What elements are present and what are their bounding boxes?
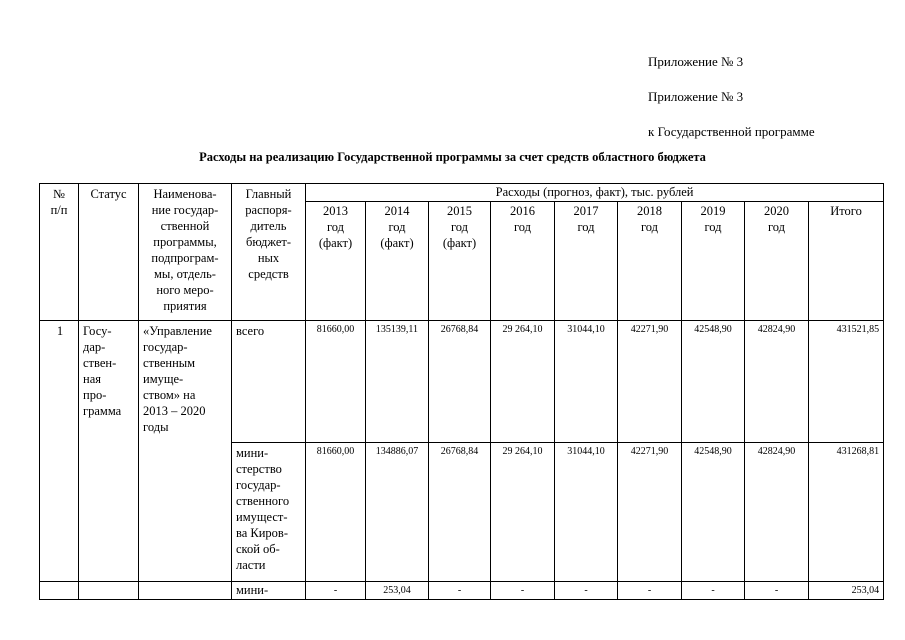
col-header-status: Статус xyxy=(79,184,139,321)
year-header-2013: 2013 год (факт) xyxy=(306,202,366,321)
value-row2-2015: - xyxy=(429,582,491,600)
row-program-name: «Управление государ- ственным имуще- ством» на 2013 – 2020 годы xyxy=(139,321,232,582)
row-manager-partial: мини- xyxy=(232,582,306,600)
col-header-name: Наименова- ние государ- ственной программы, подпрограм- мы, отдель- ного меро- приятия xyxy=(139,184,232,321)
empty-cell xyxy=(139,582,232,600)
year-header-2014: 2014 год (факт) xyxy=(366,202,429,321)
expenses-table xyxy=(39,183,884,600)
value-total-sum: 431521,85 xyxy=(809,321,884,443)
program-reference: к Государственной программе xyxy=(648,124,815,139)
value-total-2020: 42824,90 xyxy=(745,321,809,443)
row-status: Госу- дар- ствен- ная про- грамма xyxy=(79,321,139,582)
year-header-2016: 2016 год xyxy=(491,202,555,321)
year-header-2020: 2020 год xyxy=(745,202,809,321)
empty-cell xyxy=(79,582,139,600)
value-ministry-2013: 81660,00 xyxy=(306,443,366,582)
year-header-2018: 2018 год xyxy=(618,202,682,321)
value-ministry-2020: 42824,90 xyxy=(745,443,809,582)
value-ministry-sum: 431268,81 xyxy=(809,443,884,582)
col-header-number: № п/п xyxy=(40,184,79,321)
year-header-total: Итого xyxy=(809,202,884,321)
value-ministry-2015: 26768,84 xyxy=(429,443,491,582)
value-total-2018: 42271,90 xyxy=(618,321,682,443)
value-row2-2013: - xyxy=(306,582,366,600)
value-total-2013: 81660,00 xyxy=(306,321,366,443)
value-total-2019: 42548,90 xyxy=(682,321,745,443)
row-manager-total: всего xyxy=(232,321,306,443)
col-header-manager: Главный распоря- дитель бюджет- ных средств xyxy=(232,184,306,321)
appendix-label-1: Приложение № 3 xyxy=(648,54,744,69)
col-header-expenses: Расходы (прогноз, факт), тыс. рублей xyxy=(306,184,884,202)
value-row2-2018: - xyxy=(618,582,682,600)
value-row2-2017: - xyxy=(555,582,618,600)
value-ministry-2014: 134886,07 xyxy=(366,443,429,582)
value-row2-2019: - xyxy=(682,582,745,600)
value-row2-2020: - xyxy=(745,582,809,600)
value-ministry-2017: 31044,10 xyxy=(555,443,618,582)
row-manager-ministry: мини- стерство государ- ственного имущест- ва Киров- ской об- ласти xyxy=(232,443,306,582)
year-header-2019: 2019 год xyxy=(682,202,745,321)
value-total-2016: 29 264,10 xyxy=(491,321,555,443)
year-header-2015: 2015 год (факт) xyxy=(429,202,491,321)
empty-cell xyxy=(40,582,79,600)
value-ministry-2016: 29 264,10 xyxy=(491,443,555,582)
value-total-2014: 135139,11 xyxy=(366,321,429,443)
row-number: 1 xyxy=(40,321,79,582)
value-total-2015: 26768,84 xyxy=(429,321,491,443)
value-ministry-2019: 42548,90 xyxy=(682,443,745,582)
document-title: Расходы на реализацию Государственной программы за счет средств областного бюджета xyxy=(199,150,706,164)
year-header-2017: 2017 год xyxy=(555,202,618,321)
value-row2-sum: 253,04 xyxy=(809,582,884,600)
value-row2-2014: 253,04 xyxy=(366,582,429,600)
value-ministry-2018: 42271,90 xyxy=(618,443,682,582)
appendix-label-2: Приложение № 3 xyxy=(648,89,744,104)
value-total-2017: 31044,10 xyxy=(555,321,618,443)
value-row2-2016: - xyxy=(491,582,555,600)
